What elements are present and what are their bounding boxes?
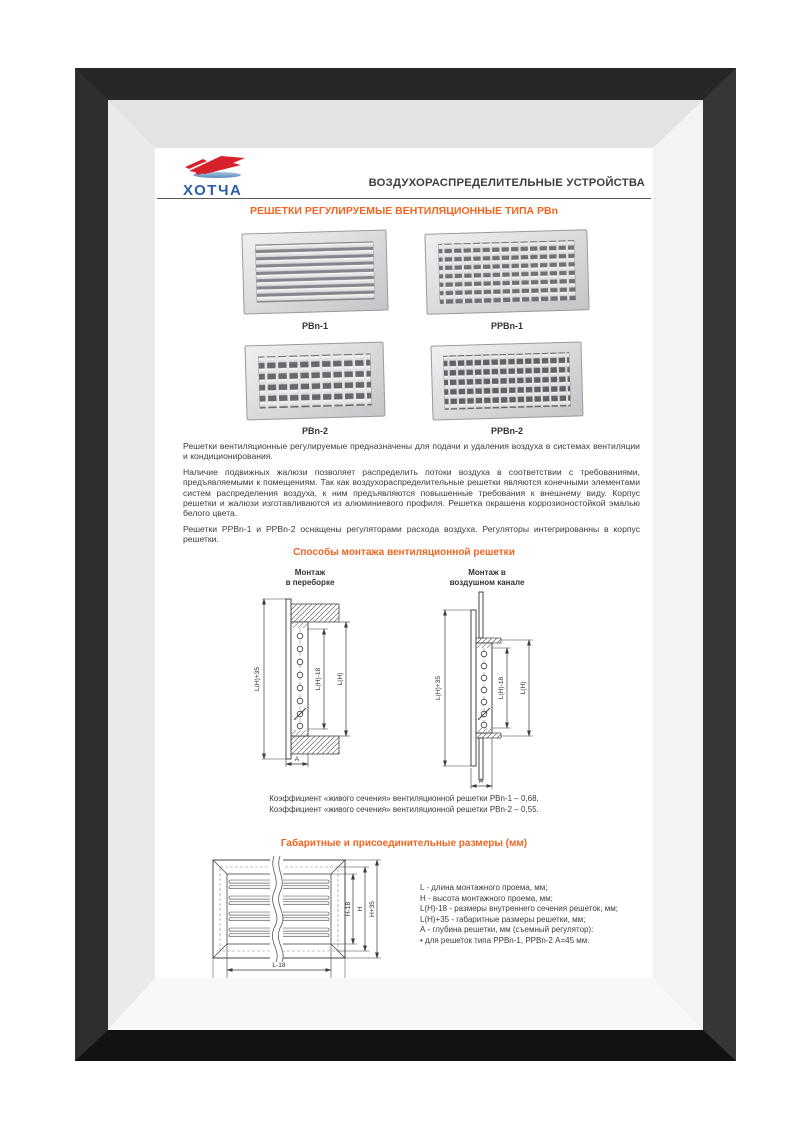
legend-line: L(H)-18 - размеры внутреннего сечения решеток, мм; [420, 904, 618, 914]
paragraph: Наличие подвижных жалюзи позволяет распределить потоки воздуха в соответствии с требованиями, предъявляемыми к помещениям. Так как воздухораспределительные решетки являются конечными элементами систем распределения воздуха, к ним предъявляются повышенные требования к внешнему виду. Корпус решетки и жалюзи изготавливаются из алюминиевого профиля. Решетка окрашена коррозионостойкой эмалью белого цвета. [183, 466, 640, 519]
mounting-partition-column [215, 568, 405, 793]
logo-swoosh-icon [183, 151, 255, 179]
section-heading-mounting: Способы монтажа вентиляционной решетки [293, 547, 515, 558]
partition-mount-diagram [250, 596, 370, 771]
product-gallery [235, 226, 595, 436]
picture-frame [75, 68, 736, 1061]
grille-photo-rvn1 [240, 226, 390, 318]
note-line: Коэффициент «живого сечения» вентиляционной решетки РВn-1 – 0,68, [269, 794, 539, 803]
legend-line: А - глубина решетки, мм (съемный регулятор): [420, 925, 594, 935]
dim-label-h: H [357, 906, 364, 912]
dim-label-outer: L(H)+35 [435, 675, 442, 701]
dim-label-outer: L(H)+35 [254, 666, 261, 692]
legend-line: • для решеток типа РРВn-1, РРВn-2 А=45 мм. [420, 935, 590, 945]
logo-text: ХОТЧА [183, 182, 243, 199]
dim-label-depth: A [294, 756, 300, 763]
dim-label-depth: A [478, 778, 484, 785]
grille-photo-rvn2 [243, 339, 387, 423]
mounting-diagrams [215, 568, 595, 793]
legend-line: H - высота монтажного проема, мм; [420, 893, 553, 903]
paragraph: Решетки РРВn-1 и РРВn-2 оснащены регуляторами расхода воздуха. Регуляторы интегрированны в корпус решетки. [183, 523, 640, 545]
product-rrvn2 [419, 339, 595, 436]
company-logo [183, 151, 263, 199]
legend-line: L(H)+35 - габаритные размеры решетки, мм; [420, 914, 586, 924]
product-label: РВn-2 [301, 426, 328, 436]
page-title: ВОЗДУХОРАСПРЕДЕЛИТЕЛЬНЫЕ УСТРОЙСТВА [368, 177, 645, 189]
product-label: РРВn-1 [490, 321, 523, 331]
grille-photo-rrvn2 [429, 339, 585, 423]
section-heading-grilles: РЕШЕТКИ РЕГУЛИРУЕМЫЕ ВЕНТИЛЯЦИОННЫЕ ТИПА РВn [249, 205, 558, 217]
diagram-title: Монтаж в воздушном канале [449, 568, 525, 587]
product-rrvn1 [419, 226, 595, 331]
paragraph: Решетки вентиляционные регулируемые предназначены для подачи и удаления воздуха в системах вентиляции и кондиционирования. [183, 441, 640, 462]
header-divider [157, 198, 651, 199]
catalog-page [155, 148, 653, 978]
dim-label-inner: L(H)-18 [498, 676, 505, 700]
mounting-duct-column [405, 568, 569, 793]
product-rvn2 [235, 339, 395, 436]
dim-label-l-inner: L-18 [272, 962, 286, 969]
dim-label-opening: L(H) [520, 681, 527, 695]
description-text [183, 441, 640, 550]
grille-photo-rrvn1 [423, 226, 591, 318]
diagram-title: Монтаж в переборке [285, 568, 335, 587]
legend-line: L - длина монтажного проема, мм; [420, 883, 548, 892]
dimension-legend [404, 854, 618, 978]
dim-label-opening: L(H) [337, 672, 344, 686]
dim-label-h-outer: H+35 [369, 901, 376, 917]
front-view-diagram [199, 854, 404, 978]
dimensions-block [199, 854, 618, 978]
dim-label-inner: L(H)-18 [315, 667, 322, 691]
duct-mount-diagram [427, 588, 547, 793]
product-label: РРВn-2 [490, 426, 523, 436]
frame-mat-bevel [108, 100, 703, 1030]
dim-label-h-inner: H-18 [345, 901, 352, 917]
section-heading-dimensions: Габаритные и присоединительные размеры (мм) [280, 838, 528, 849]
product-rvn1 [235, 226, 395, 331]
product-label: РВn-1 [301, 321, 328, 331]
coefficient-notes [155, 793, 653, 815]
note-line: Коэффициент «живого сечения» вентиляционной решетки РВn-2 – 0,55. [269, 805, 539, 814]
